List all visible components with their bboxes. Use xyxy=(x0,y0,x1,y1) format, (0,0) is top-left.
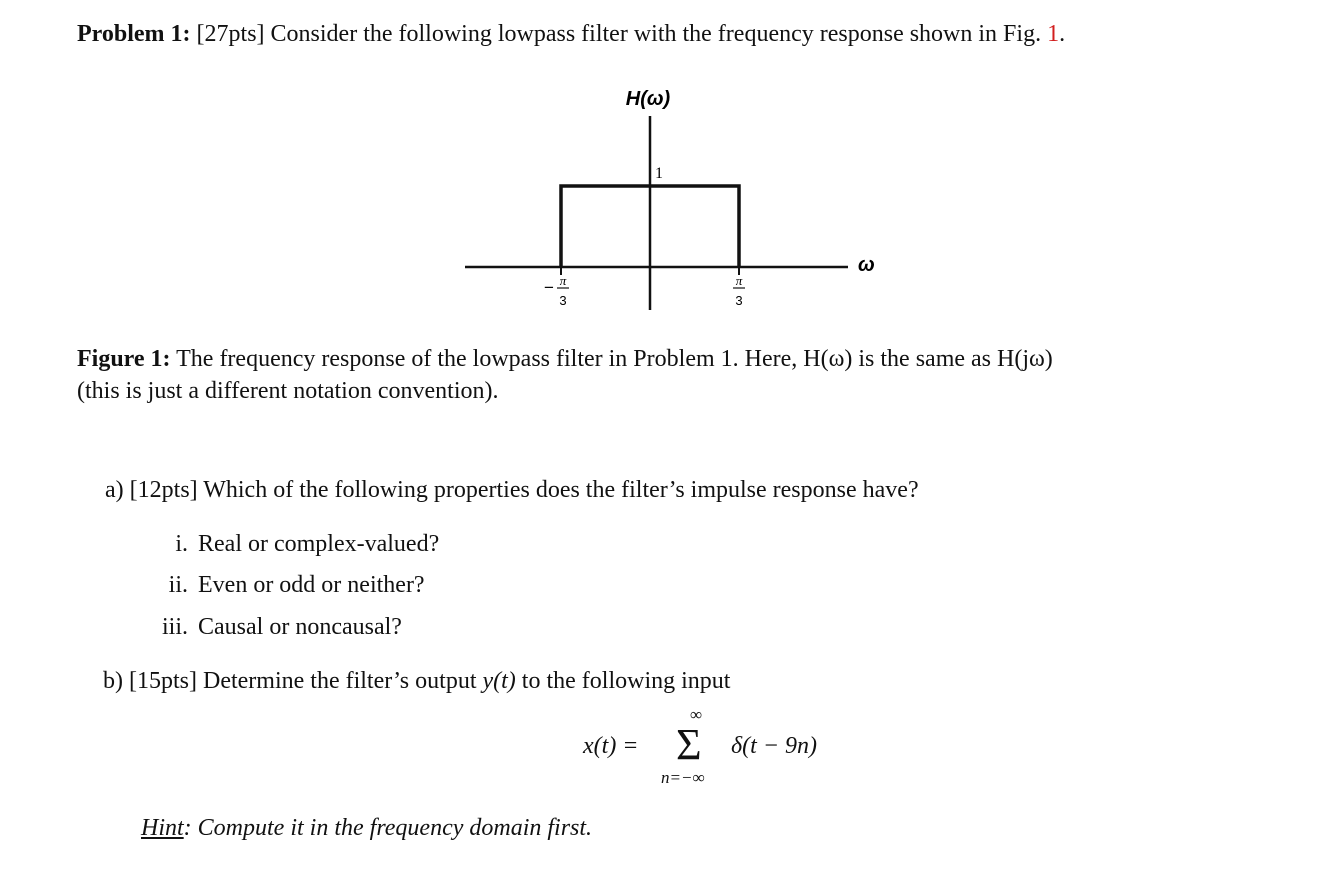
list-item-text: Even or odd or neither? xyxy=(198,572,425,598)
part-b-label: b) xyxy=(103,668,123,694)
list-item-number: i. xyxy=(175,531,188,557)
output-y-t: y(t) xyxy=(482,668,516,694)
hint xyxy=(141,813,592,843)
part-a-text: Which of the following properties does the filter’s impulse response have? xyxy=(203,477,919,503)
tick-neg-denominator: 3 xyxy=(559,293,567,308)
x-axis-label: ω xyxy=(858,254,875,276)
list-item-text: Causal or noncausal? xyxy=(198,614,402,640)
equation-lhs: x(t) = xyxy=(583,733,639,759)
part-b-points: [15pts] xyxy=(129,668,197,694)
problem-label: Problem 1: xyxy=(77,21,191,47)
caption-text-2: (this is just a different notation convention). xyxy=(77,378,499,404)
part-a-points: [12pts] xyxy=(129,477,198,503)
list-item-number: iii. xyxy=(161,614,188,640)
equation-term: δ(t − 9n) xyxy=(731,733,818,759)
tick-neg-sign: − xyxy=(544,278,554,297)
sum-upper-limit: ∞ xyxy=(689,705,703,724)
figure-caption-line2 xyxy=(77,376,498,406)
tick-neg-numerator: π xyxy=(559,273,567,288)
caption-text-1: The frequency response of the lowpass filter in Problem 1. Here, H(ω) is the same as H(jω) xyxy=(176,346,1053,372)
hint-text: : Compute it in the frequency domain first. xyxy=(183,815,593,841)
height-label: 1 xyxy=(655,165,663,182)
problem-statement xyxy=(77,19,1065,49)
list-item-text: Real or complex-valued? xyxy=(198,531,440,557)
part-a xyxy=(105,475,919,505)
y-axis-label: H(ω) xyxy=(625,88,671,110)
part-b-text-after: to the following input xyxy=(521,668,731,694)
frequency-response-plot xyxy=(440,78,900,328)
part-b xyxy=(103,666,730,696)
sum-lower-limit: n=−∞ xyxy=(661,768,705,787)
problem-text: Consider the following lowpass filter with the frequency response shown in Fig. xyxy=(270,21,1042,47)
part-a-label: a) xyxy=(105,477,124,503)
part-b-text-before: Determine the filter’s output xyxy=(203,668,477,694)
problem-points: [27pts] xyxy=(196,21,265,47)
tick-pos-denominator: 3 xyxy=(735,293,743,308)
frequency-response-figure xyxy=(440,78,900,328)
list-item-number: ii. xyxy=(168,572,188,598)
caption-label: Figure 1: xyxy=(77,346,171,372)
hint-label: Hint xyxy=(141,815,184,841)
sum-symbol: Σ xyxy=(676,720,702,769)
problem-period: . xyxy=(1059,21,1066,47)
figure-caption-line1 xyxy=(77,344,1053,374)
figure-reference-link[interactable]: 1 xyxy=(1047,21,1060,47)
tick-pos-numerator: π xyxy=(735,273,743,288)
